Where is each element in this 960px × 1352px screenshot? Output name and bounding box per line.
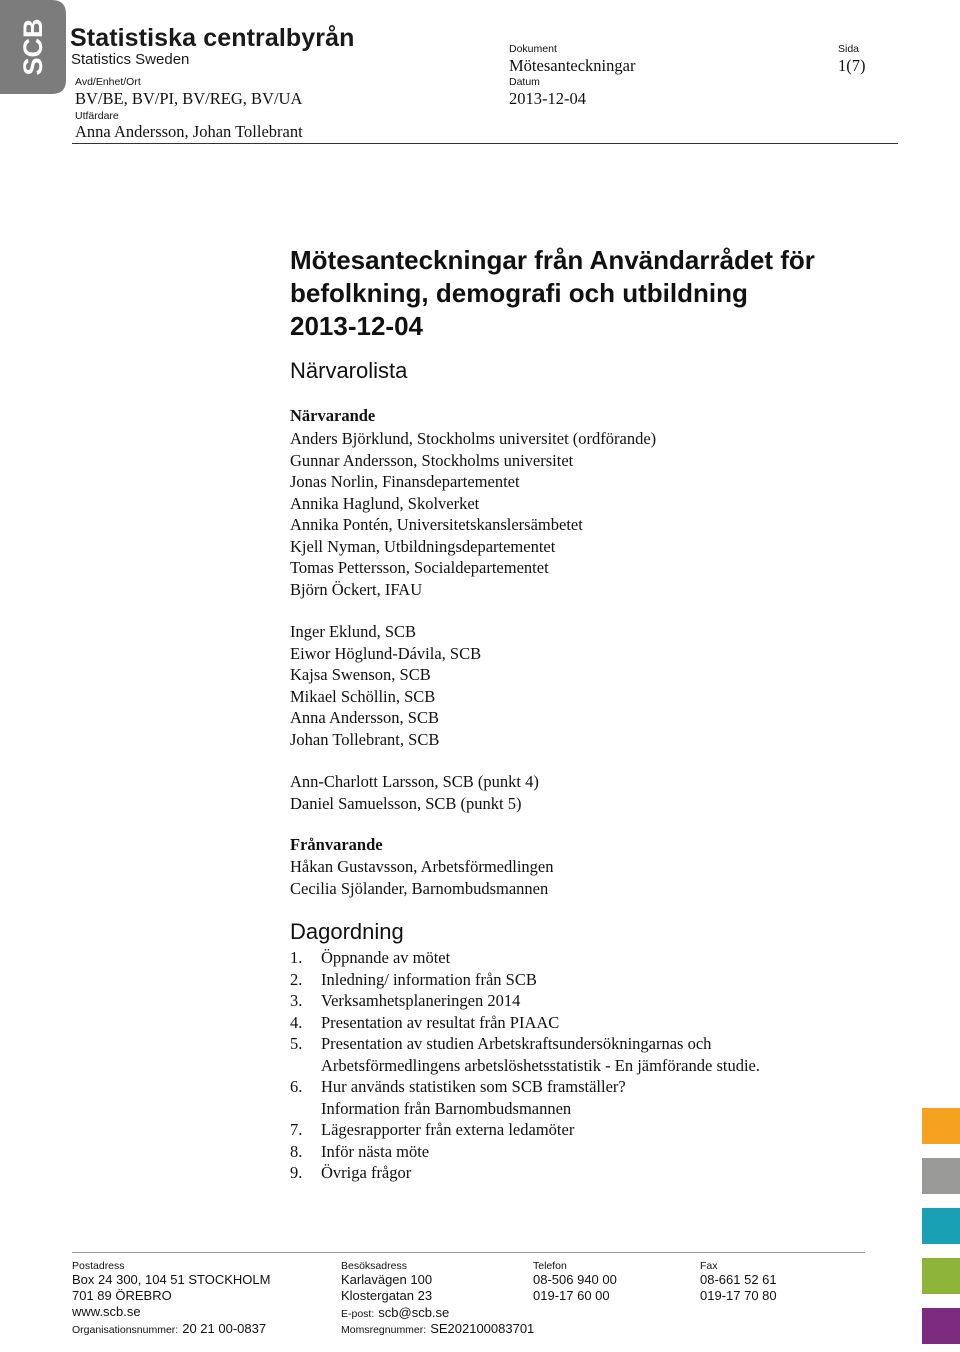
logo-title: Statistiska centralbyrån	[70, 24, 355, 52]
epost-label: E-post:	[341, 1308, 375, 1320]
utfardare-value: Anna Andersson, Johan Tollebrant	[75, 122, 303, 141]
sida-label: Sida	[838, 43, 860, 55]
list-item: Björn Öckert, IFAU	[290, 579, 423, 599]
list-item: Anders Björklund, Stockholms universitet (ordförande)	[290, 429, 657, 448]
list-item: Jonas Norlin, Finansdepartementet	[290, 472, 520, 491]
besoksadress-label: Besöksadress	[341, 1260, 407, 1272]
absent-label: Frånvarande	[290, 835, 383, 854]
avd-label: Avd/Enhet/Ort	[75, 76, 141, 88]
datum-label: Datum	[509, 76, 540, 88]
list-item: Cecilia Sjölander, Barnombudsmannen	[290, 878, 549, 898]
logo-subtitle: Statistics Sweden	[71, 51, 190, 68]
agenda-item: 7. Lägesrapporter från externa ledamöter	[290, 1120, 575, 1139]
telefon-2: 019-17 60 00	[533, 1288, 610, 1303]
agenda-item: 3. Verksamhetsplaneringen 2014	[290, 991, 521, 1010]
agenda-item: 8. Inför nästa möte	[290, 1141, 430, 1161]
sida-value: 1(7)	[838, 56, 866, 75]
color-square-orange	[922, 1108, 960, 1144]
fax-2: 019-17 70 80	[700, 1288, 777, 1303]
orgnr	[72, 1320, 266, 1338]
web-link[interactable]: www.scb.se	[72, 1304, 141, 1319]
list-item: Annika Pontén, Universitetskanslersämbetet	[290, 515, 583, 534]
list-item: Mikael Schöllin, SCB	[290, 686, 436, 706]
orgnr-label: Organisationsnummer:	[72, 1324, 179, 1336]
header-divider	[72, 143, 898, 144]
present-label: Närvarande	[290, 406, 376, 425]
postadress-line-2: 701 89 ÖREBRO	[72, 1288, 172, 1303]
agenda-item: 1. Öppnande av mötet	[290, 948, 451, 967]
color-square-teal	[922, 1208, 960, 1244]
agenda-item: 4. Presentation av resultat från PIAAC	[290, 1012, 560, 1032]
fax-label: Fax	[700, 1260, 718, 1272]
color-square-gray	[922, 1158, 960, 1194]
title-line-2: befolkning, demografi och utbildning	[290, 278, 748, 308]
agenda-item: 9. Övriga frågor	[290, 1163, 412, 1182]
agenda-item: 2. Inledning/ information från SCB	[290, 969, 537, 989]
list-item: Gunnar Andersson, Stockholms universitet	[290, 450, 574, 470]
besoksadress-line-2: Klostergatan 23	[341, 1288, 433, 1303]
dokument-value: Mötesanteckningar	[509, 56, 636, 75]
dokument-label: Dokument	[509, 43, 557, 55]
page-title	[290, 244, 890, 343]
moms-label: Momsregnummer:	[341, 1324, 427, 1336]
moms	[341, 1320, 534, 1338]
present-group-1	[290, 428, 656, 600]
present-group-2	[290, 621, 481, 750]
postadress-line-1: Box 24 300, 104 51 STOCKHOLM	[72, 1272, 271, 1287]
list-item: Kjell Nyman, Utbildningsdepartementet	[290, 536, 556, 556]
agenda-item: 5. Presentation av studien Arbetskraftsundersökningarnas och Arbetsförmedlingens arbetslöshetsstatistik - En jämförande studie.	[290, 1034, 760, 1075]
list-item: Håkan Gustavsson, Arbetsförmedlingen	[290, 857, 554, 876]
scb-logo-icon	[0, 0, 66, 94]
list-item: Johan Tollebrant, SCB	[290, 729, 440, 749]
present-group-3	[290, 771, 539, 814]
list-item: Inger Eklund, SCB	[290, 622, 417, 641]
moms-value: SE202100083701	[430, 1321, 535, 1336]
datum-value: 2013-12-04	[509, 89, 586, 108]
list-item: Ann-Charlott Larsson, SCB (punkt 4)	[290, 772, 539, 791]
agenda-list	[290, 947, 760, 1184]
title-line-3: 2013-12-04	[290, 311, 423, 341]
utfardare-label: Utfärdare	[75, 110, 119, 122]
besoksadress-line-1: Karlavägen 100	[341, 1272, 433, 1287]
list-item: Daniel Samuelsson, SCB (punkt 5)	[290, 793, 522, 813]
agenda-item: 6. Hur används statistiken som SCB framställer? Information från Barnombudsmannen	[290, 1077, 626, 1118]
title-line-1: Mötesanteckningar från Användarrådet för	[290, 245, 815, 275]
telefon-label: Telefon	[533, 1260, 567, 1272]
narvarolista-heading: Närvarolista	[290, 358, 408, 383]
list-item: Anna Andersson, SCB	[290, 708, 439, 727]
color-square-green	[922, 1258, 960, 1294]
list-item: Eiwor Höglund-Dávila, SCB	[290, 643, 482, 663]
postadress-label: Postadress	[72, 1260, 125, 1272]
orgnr-value: 20 21 00-0837	[182, 1321, 267, 1336]
list-item: Tomas Pettersson, Socialdepartementet	[290, 558, 549, 577]
footer-divider	[72, 1252, 865, 1253]
epost-link[interactable]: scb@scb.se	[378, 1305, 450, 1320]
dagordning-heading: Dagordning	[290, 919, 404, 944]
list-item: Kajsa Swenson, SCB	[290, 665, 431, 684]
fax-1: 08-661 52 61	[700, 1272, 777, 1287]
telefon-1: 08-506 940 00	[533, 1272, 617, 1287]
color-square-purple	[922, 1308, 960, 1344]
scb-logo-mark: SCB	[18, 18, 48, 76]
absent-list	[290, 856, 554, 899]
avd-value: BV/BE, BV/PI, BV/REG, BV/UA	[75, 89, 303, 108]
list-item: Annika Haglund, Skolverket	[290, 493, 480, 513]
